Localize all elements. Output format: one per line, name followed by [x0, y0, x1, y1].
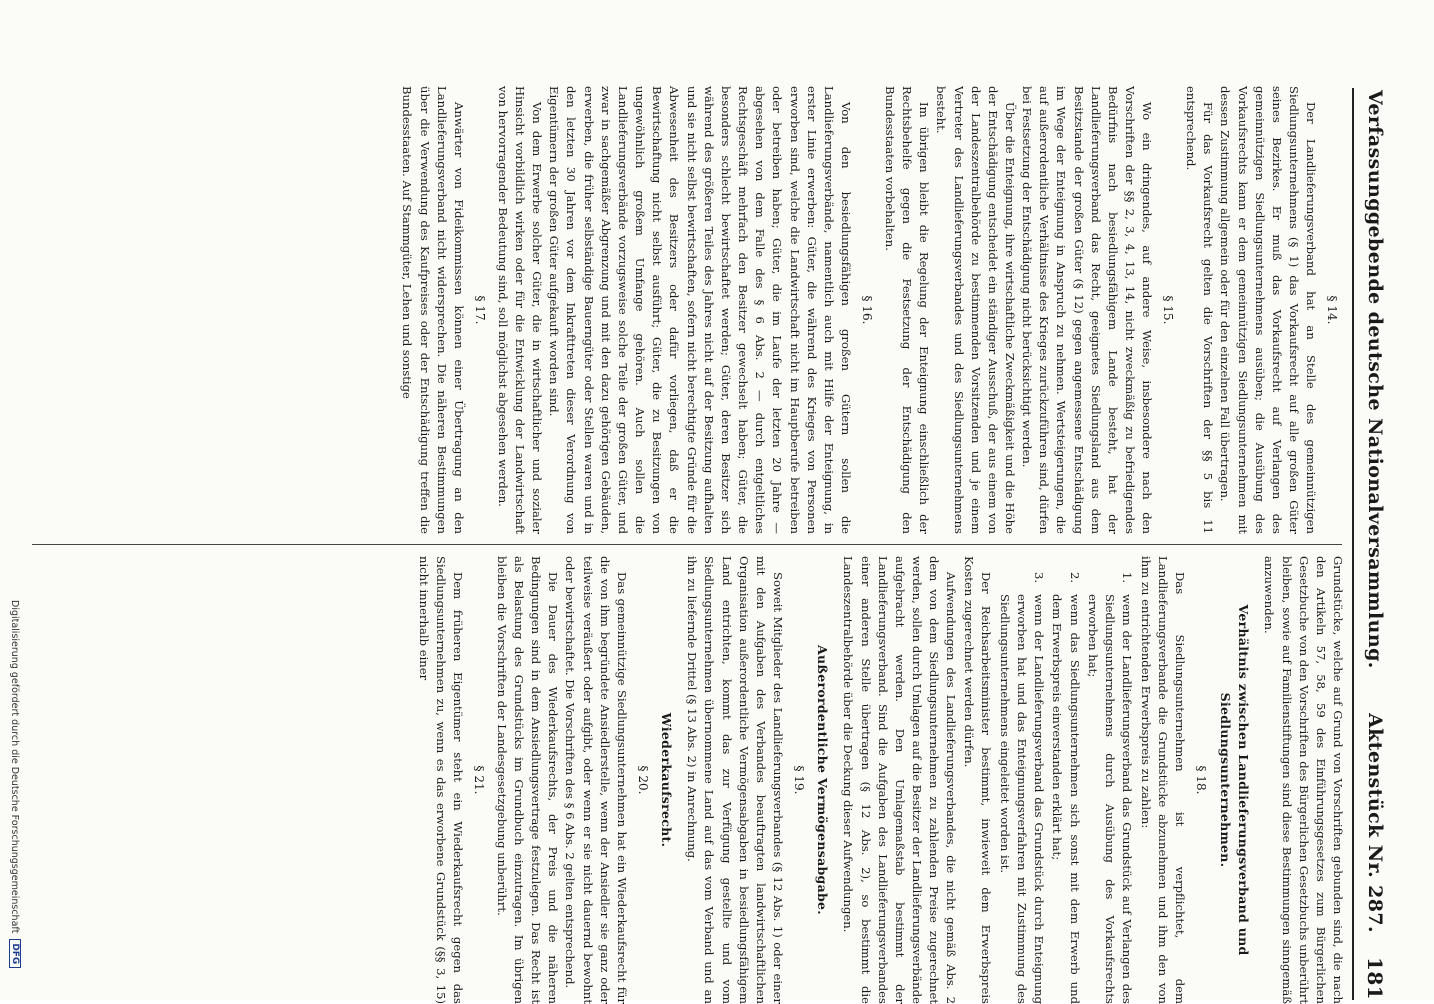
document-number: Aktenstück Nr. 287.	[1364, 713, 1386, 934]
section-20-paragraph-1: Das gemeinnützige Siedlungsunternehmen hat ein Wiederkaufsrecht für die von ihm begründete Ansiedlerstelle, wenn der Ansiedler sie ganz oder teilweise veräußert oder aufgibt, oder wenn er sie nicht dauernd bewohnt oder bewirtschaftet. Die Vorschriften des § 6 Abs. 2 gelten entsprechend.	[563, 556, 629, 1004]
section-16-label: § 16.	[859, 295, 874, 325]
section-21-paragraph-1: Dem früheren Eigentümer steht ein Wiederkaufsrecht gegen das Siedlungsunternehmen zu, wenn es das erworbene Grundstück (§§ 3, 15) nicht innerhalb einer	[416, 556, 465, 1004]
section-14-label: § 14.	[1325, 295, 1339, 325]
section-16-paragraph-1: Von den besiedlungsfähigen großen Gütern sollen die Landlieferungsverbände, namentlich auch mit Hilfe der Enteignung, in erster Linie erwerben: Güter, die während des Krieges von Personen erworben sind, welche die Landwirtschaft nicht im Hauptberufe betreiben oder betreiben haben; Güter, die im Laufe der letzten 20 Jahre — abgesehen von dem Falle des § 6 Abs. 2 — durch entgeltliches Rechtsgeschäft mehrfach den Besitzer gewechselt haben; Güter, die besonders schlecht bewirtschaftet werden; Güter, deren Besitzer sich während des größeren Teiles des Jahres nicht auf der Besitzung aufhalten und sie nicht selbst bewirtschaften, sofern nicht berechtigte Gründe für die Abwesenheit des Besitzers oder dafür vorliegen, daß er die Bewirtschaftung nicht selbst ausführt; Güter, die zu Besitzungen von ungewöhnlich großem Umfange gehören. Auch sollen die Landlieferungsverbände vorzugsweise solche Teile der großen Güter, und zwar in sachgemäßer Abgrenzung und mit den dazu gehörigen Gebäuden, erwerben, die früher selbständige Bauerngüter oder Stellen waren und in den letzten 30 Jahren vor dem Inkrafttreten dieser Verordnung von Eigentümern der großen Güter aufgekauft worden sind.	[547, 86, 853, 534]
section-18-paragraph-2: Der Reichsarbeitsminister bestimmt, inwieweit dem Erwerbspreis Kosten zugerechnet werden dürfen.	[961, 556, 993, 1004]
list-item	[1048, 572, 1082, 1004]
page-number: 181	[1363, 957, 1387, 1000]
section-15-paragraph-3: Im übrigen bleibt die Regelung der Enteignung einschließlich der Rechtsbehelfe gegen die Festsetzung der Entschädigung den Bundesstaaten vorbehalten.	[882, 86, 932, 534]
left-column	[26, 86, 1346, 534]
list-item-number: 1.	[1120, 572, 1134, 584]
section-15-paragraph-1: Wo ein dringendes, auf andere Weise, insbesondere nach den Vorschriften der §§ 2, 3, 4, 13, 14, nicht zweckmäßig zu befriedigendes Bedürfnis nach besiedlungsfähigem Lande besteht, hat der Landlieferungsverband das Recht, geeignetes Siedlungsland aus dem Besitzstande der großen Güter (§ 12) gegen angemessene Entschädigung im Wege der Enteignung in Anspruch zu nehmen. Wertsteigerungen, die auf außerordentliche Verhältnisse des Krieges zurückzuführen sind, dürfen bei Festsetzung der Entschädigung nicht berücksichtigt werden.	[1020, 86, 1155, 534]
header-rule	[1352, 88, 1354, 1000]
section-20-paragraph-2: Die Dauer des Wiederkaufsrechts, der Preis und die näheren Bedingungen sind in dem Ansiedlungsvertrage festzulegen. Das Recht ist als Belastung des Grundstücks im Grundbuch einzutragen. Im übrigen bleiben die Vorschriften der Landesgesetzgebung unberührt.	[494, 556, 561, 1004]
right-column	[26, 556, 1346, 1004]
column-divider	[32, 544, 1342, 545]
list-item	[1084, 572, 1135, 1004]
section-15-paragraph-2: Über die Enteignung, ihre wirtschaftliche Zweckmäßigkeit und die Höhe der Entschädigung entscheidet ein ständiger Ausschuß, der aus einem von der Landeszentralbehörde zu bestimmenden Vorsitzenden und je einem Vertreter des Landlieferungsverbandes und des Siedlungsunternehmens besteht.	[934, 86, 1017, 534]
section-21-label: § 21.	[471, 765, 486, 795]
section-18-intro: Das Siedlungsunternehmen ist verpflichtet, dem Landlieferungsverbande die Grundstücke abzunehmen und ihm den von ihm zu entrichtenden Erwerbspreis zu zahlen:	[1139, 556, 1188, 1004]
section-17-continuation: Grundstücke, welche auf Grund von Vorschriften gebunden sind, die nach den Artikeln 57, 58, 59 des Einführungsgesetzes zum Bürgerlichen Gesetzbuche von den Vorschriften des Bürgerlichen Gesetzbuchs unberührt bleiben, sowie auf Familienstiftungen sind diese Bestimmungen sinngemäß anzuwenden.	[1262, 556, 1345, 1004]
section-16-paragraph-2: Von dem Erwerbe solcher Güter, die in wirtschaftlicher und sozialer Hinsicht vorbildlich wirken oder für die Entwicklung der Landwirtschaft von hervorragender Bedeutung sind, soll möglichst abgesehen werden.	[495, 86, 545, 534]
assembly-title: Verfassunggebende deutsche Nationalversammlung.	[1364, 90, 1386, 669]
section-14-paragraph-1: Der Landlieferungsverband hat an Stelle des gemeinnützigen Siedlungsunternehmens (§ 1) das Vorkaufsrecht auf alle großen Güter seines Bezirkes. Er muß das Vorkaufsrecht auf Verlangen des gemeinnützigen Siedlungsunternehmens ausüben; die Ausübung des Vorkaufsrechts kann er dem gemeinnützigen Siedlungsunternehmen mit dessen Zustimmung allgemein oder für den einzelnen Fall übertragen.	[1218, 86, 1319, 534]
section-17-paragraph-1: Anwärter von Fideikommissen können einer Übertragung an den Landlieferungsverband nicht widersprechen. Die näheren Bestimmungen über die Verwendung des Kaufpreises oder der Entschädigung treffen die Bundesstaaten. Auf Stammgüter, Lehen und sonstige	[400, 86, 466, 534]
list-item	[996, 572, 1047, 1004]
digitization-credit	[9, 600, 21, 968]
section-18-list	[996, 556, 1135, 1004]
section-18-label: § 18.	[1194, 765, 1209, 795]
dfg-logo: DFG	[9, 939, 21, 968]
list-item-text: wenn der Landlieferungsverband das Grundstück auf Verlangen des Siedlungsunternehmens durch Ausübung des Vorkaufsrechts erworben hat;	[1085, 594, 1134, 1004]
list-item-number: 2.	[1067, 572, 1082, 584]
heading-repurchase: Wiederkaufsrecht.	[659, 712, 675, 848]
heading-relation: Verhältnis zwischen Landlieferungsverband und Siedlungsunternehmen.	[1217, 604, 1252, 956]
section-19-label: § 19.	[791, 765, 806, 795]
section-17-label: § 17.	[472, 295, 487, 325]
heading-levy: Außerordentliche Vermögensabgabe.	[815, 645, 831, 915]
list-item-text: wenn das Siedlungsunternehmen sich sonst mit dem Erwerb und dem Erwerbspreis einverstanden erklärt hat;	[1050, 594, 1082, 1004]
list-item-text: wenn der Landlieferungsverband das Grundstück durch Enteignung erworben hat und das Enteignungsverfahren mit Zustimmung des Siedlungsunternehmens eingeleitet worden ist.	[997, 594, 1047, 1004]
list-item-number: 3.	[1032, 572, 1047, 584]
running-head	[1356, 90, 1394, 1000]
section-18-paragraph-3: Aufwendungen des Landlieferungsverbandes, die nicht gemäß Abs. 2 dem von dem Siedlungsunternehmen zu zahlenden Preise zugerechnet werden, sollen durch Umlagen auf die Besitzer der Landlieferungsverbände aufgebracht werden. Den Umlagemaßstab bestimmt der Landlieferungsverband. Sind die Aufgaben des Landlieferungsverbandes einer anderen Stelle übertragen (§ 12 Abs. 2), so bestimmt die Landeszentralbehörde über die Deckung dieser Aufwendungen.	[841, 556, 959, 1004]
section-15-label: § 15.	[1161, 295, 1175, 325]
section-14-paragraph-2: Für das Vorkaufsrecht gelten die Vorschriften der §§ 5 bis 11 entsprechend.	[1184, 86, 1216, 534]
section-20-label: § 20.	[635, 765, 650, 795]
credit-text: Digitalisierung gefördert durch die Deutsche Forschungsgemeinschaft	[9, 600, 21, 934]
section-19-paragraph-1: Soweit Mitglieder des Landlieferungsverbandes (§ 12 Abs. 1) oder einer mit den Aufgaben des Verbandes beauftragten landwirtschaftlichen Organisation außerordentliche Vermögensabgaben in besiedlungsfähigem Land entrichten, kommt das zur Verfügung gestellte und vom Siedlungsunternehmen übernommene Land auf das vom Verband und an ihn zu liefernde Drittel (§ 13 Abs. 2) in Anrechnung.	[685, 556, 786, 1004]
